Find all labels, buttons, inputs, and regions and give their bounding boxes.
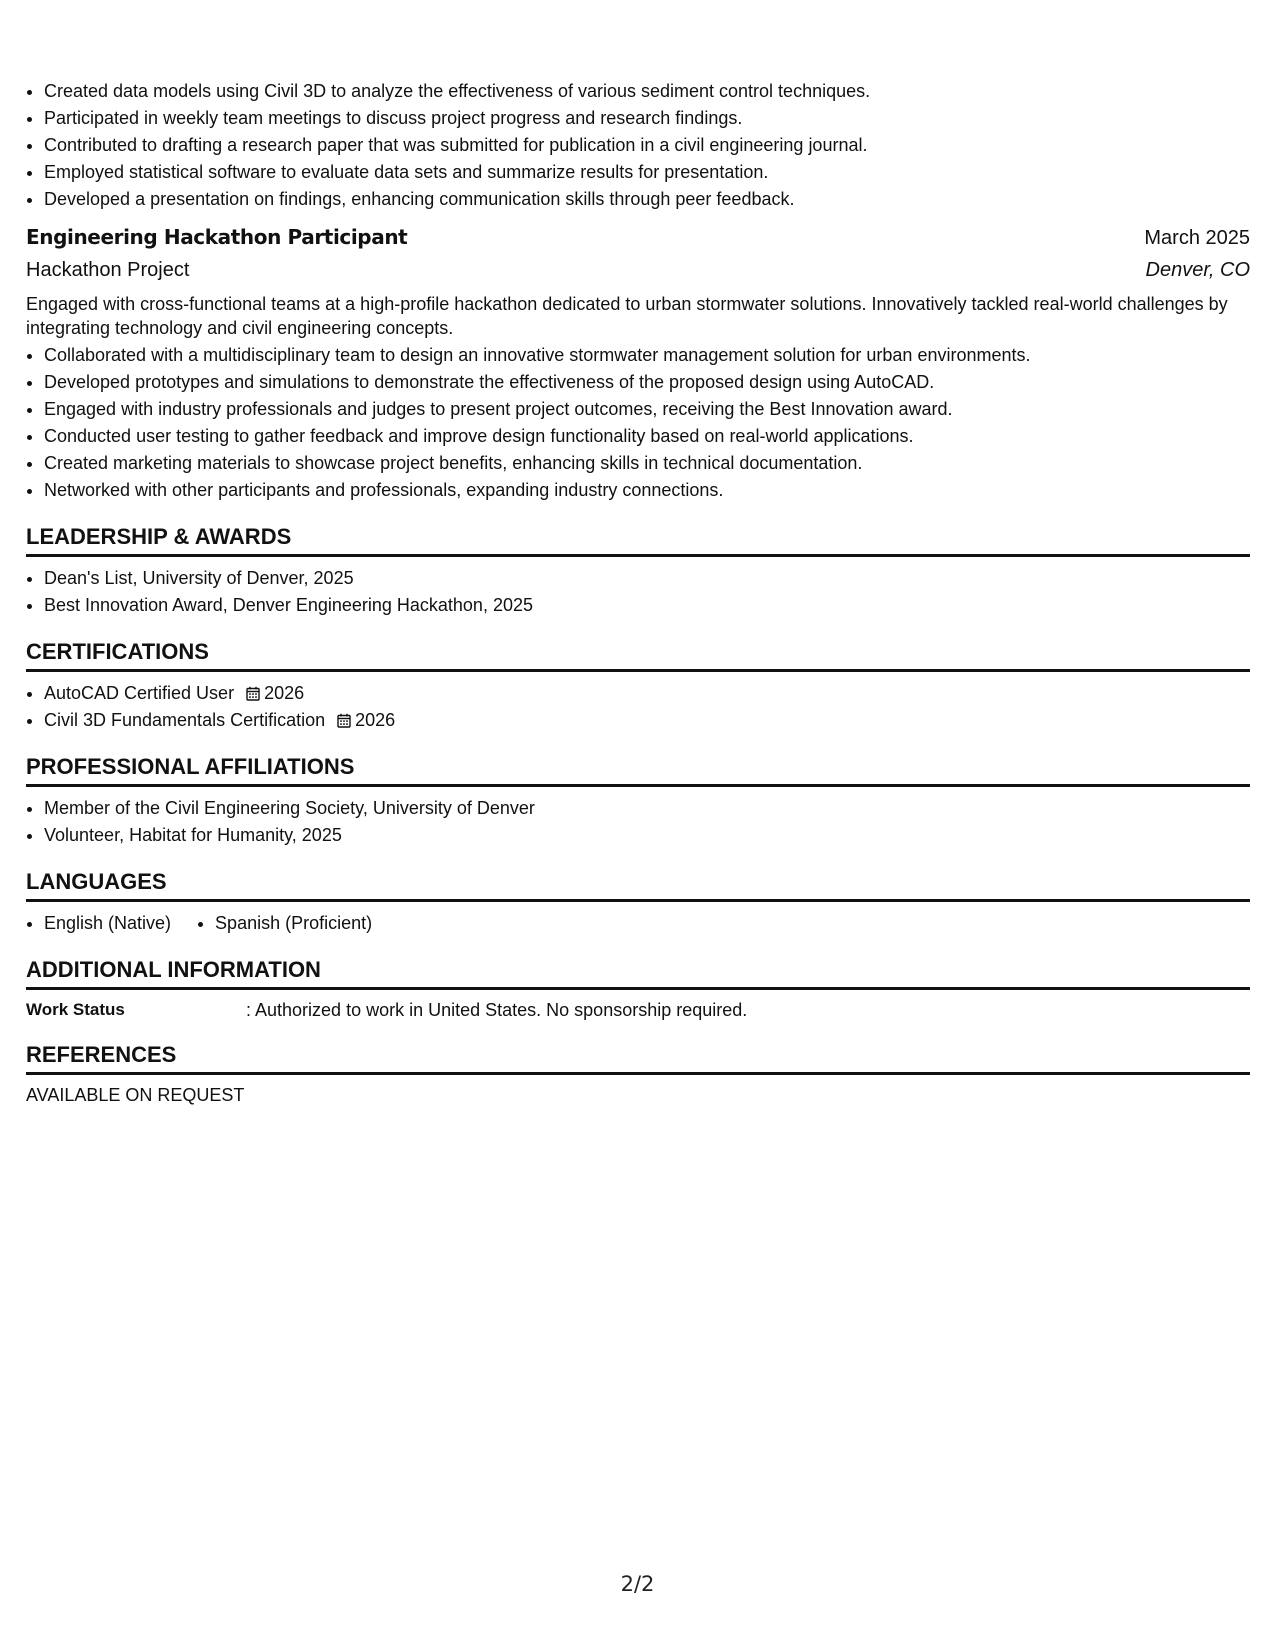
references-section xyxy=(26,1040,1250,1107)
hackathon-entry xyxy=(26,221,1250,504)
list-item: • Created marketing materials to showcase project benefits, enhancing skills in technical documentation. xyxy=(44,450,1250,477)
work-status-label: Work Status xyxy=(26,1000,125,1019)
references-text: AVAILABLE ON REQUEST xyxy=(26,1085,245,1105)
section-title: LANGUAGES xyxy=(26,867,1250,902)
list-item: • Volunteer, Habitat for Humanity, 2025 xyxy=(44,822,1250,849)
section-title: LEADERSHIP & AWARDS xyxy=(26,522,1250,557)
section-title: CERTIFICATIONS xyxy=(26,637,1250,672)
list-item: • Networked with other participants and professionals, expanding industry connections. xyxy=(44,477,1250,504)
list-item: • Dean's List, University of Denver, 2025 xyxy=(44,565,1250,592)
certification-year: 2026 xyxy=(264,683,305,703)
certification-name: Civil 3D Fundamentals Certification xyxy=(44,710,326,730)
affiliations-list xyxy=(26,795,1250,849)
certifications-section xyxy=(26,637,1250,734)
certifications-list xyxy=(26,680,1250,734)
work-status-row xyxy=(26,998,1250,1022)
list-item: • Best Innovation Award, Denver Engineering Hackathon, 2025 xyxy=(44,592,1250,619)
list-item: • Participated in weekly team meetings to discuss project progress and research findings. xyxy=(44,105,1250,132)
certification-year: 2026 xyxy=(355,710,396,730)
list-item xyxy=(44,680,1250,707)
research-bullet-list xyxy=(26,78,1250,213)
certification-name: AutoCAD Certified User xyxy=(44,683,235,703)
entry-location: Denver, CO xyxy=(1145,259,1250,281)
entry-organization: Hackathon Project xyxy=(26,259,190,281)
entry-title: Engineering Hackathon Participant xyxy=(26,225,408,249)
list-item: • Contributed to drafting a research paper that was submitted for publication in a civil engineering journal. xyxy=(44,132,1250,159)
list-item: • Engaged with industry professionals and judges to present project outcomes, receiving the Best Innovation award. xyxy=(44,396,1250,423)
entry-date: March 2025 xyxy=(1144,227,1250,249)
page-number: 2/2 xyxy=(620,1572,655,1596)
leadership-section xyxy=(26,522,1250,619)
list-item: • Employed statistical software to evaluate data sets and summarize results for presentation. xyxy=(44,159,1250,186)
list-item: • Collaborated with a multidisciplinary team to design an innovative stormwater management solution for urban environments. xyxy=(44,342,1250,369)
list-item: • Conducted user testing to gather feedback and improve design functionality based on real-world applications. xyxy=(44,423,1250,450)
section-title: PROFESSIONAL AFFILIATIONS xyxy=(26,752,1250,787)
languages-section xyxy=(26,867,1250,937)
affiliations-section xyxy=(26,752,1250,849)
list-item: • Created data models using Civil 3D to analyze the effectiveness of various sediment control techniques. xyxy=(44,78,1250,105)
list-item: • Developed prototypes and simulations to demonstrate the effectiveness of the proposed design using AutoCAD. xyxy=(44,369,1250,396)
leadership-list xyxy=(26,565,1250,619)
work-status-value: : Authorized to work in United States. No sponsorship required. xyxy=(246,1000,748,1020)
calendar-icon xyxy=(246,686,260,701)
list-item xyxy=(44,707,1250,734)
list-item: • Member of the Civil Engineering Society, University of Denver xyxy=(44,795,1250,822)
section-title: REFERENCES xyxy=(26,1040,1250,1075)
entry-description: Engaged with cross-functional teams at a high-profile hackathon dedicated to urban stormwater solutions. Innovatively tackled real-world challenges by integrating technology and civil engineering concepts. xyxy=(26,294,1228,338)
calendar-icon xyxy=(337,713,351,728)
list-item: • English (Native) xyxy=(44,910,171,937)
list-item: • Spanish (Proficient) xyxy=(215,910,372,937)
list-item: • Developed a presentation on findings, enhancing communication skills through peer feedback. xyxy=(44,186,1250,213)
hackathon-bullet-list xyxy=(26,342,1250,504)
resume-page xyxy=(26,78,1250,1107)
languages-list xyxy=(26,910,1250,937)
section-title: ADDITIONAL INFORMATION xyxy=(26,955,1250,990)
additional-info-section xyxy=(26,955,1250,1022)
